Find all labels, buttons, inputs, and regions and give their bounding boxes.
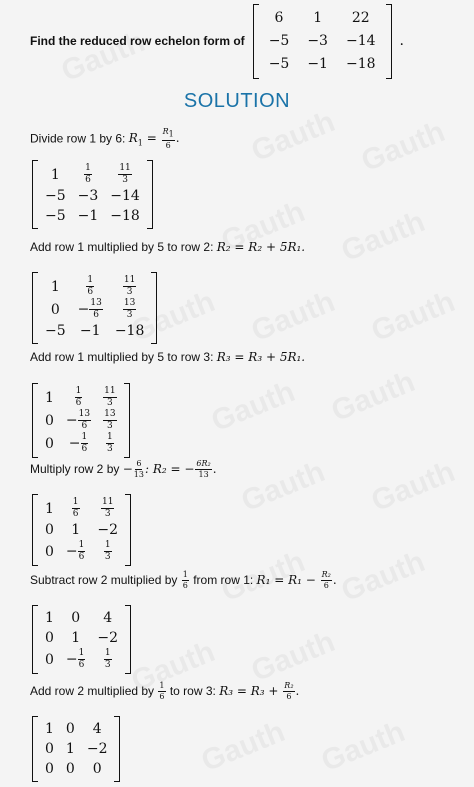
matrix-cell: −2 [86,741,108,757]
matrix-cell: 1 [45,721,54,737]
matrix-cell: $\frac{1}{3}$ [106,432,113,454]
matrix-cell: 1 [45,500,54,517]
matrix-cell: 0 [45,651,54,668]
matrix-cell: $\frac{1}{3}$ [104,540,111,562]
step-2-matrix [32,272,157,349]
matrix-cell: −18 [110,208,140,224]
matrix-cell: −18 [114,323,145,339]
matrix-cell: 0 [92,761,102,777]
step-5-matrix [32,605,131,679]
watermark [357,115,450,179]
watermark [247,625,340,689]
matrix-cell: −3 [77,188,99,204]
question-period: . [399,33,404,49]
matrix-cell: −2 [97,522,119,538]
matrix-cell: 0 [45,412,54,429]
matrix-cell: 0 [45,741,54,757]
matrix-cell: $\frac{13}{3}$ [123,298,136,320]
matrix-cell: 4 [103,610,113,626]
matrix-cell: −1 [307,56,328,72]
matrix-cell: −5 [45,323,66,339]
matrix-cell: 0 [45,435,54,452]
matrix-cell: $\frac{1}{6}$ [72,497,79,519]
step-4-matrix [32,494,131,571]
matrix-cell: 1 [50,278,60,295]
matrix-cell: −5 [268,33,290,49]
matrix-cell: 0 [45,522,54,538]
matrix-cell: −3 [307,33,328,49]
matrix-cell: $\frac{11}{3}$ [119,163,131,185]
matrix-cell: −5 [45,188,66,204]
matrix-cell: $\frac{1}{6}$ [87,275,94,297]
matrix-cell: −2 [97,630,119,646]
step-6-text: Add row 2 multiplied by $\frac{1}{6}$ to row 3: R₃ = R₃ + $\frac{\text{R₂}}{6}$ . [30,681,300,701]
matrix-cell: −1 [79,323,101,339]
matrix-cell: 0 [50,301,60,318]
watermark [247,105,340,169]
question-matrix [253,4,392,79]
step-5-text: Subtract row 2 multiplied by $\frac{1}{6}$ from row 1: R₁ = R₁ − $\frac{\text{R₂}}{6}$ . [30,570,337,590]
matrix-cell: −5 [45,208,66,224]
step-2-text: Add row 1 multiplied by 5 to row 2: R₂ = R₂ + 5R₁. [30,240,306,254]
watermark [197,715,290,779]
question-text: Find the reduced row echelon form of [30,34,245,48]
question [30,8,404,74]
matrix-cell: −14 [345,33,376,49]
solution-title: SOLUTION [183,90,291,112]
matrix-cell: 1 [50,166,60,183]
matrix-cell: 1 [71,630,81,646]
matrix-cell: − $\frac{13}{6}$ [77,298,102,320]
watermark [367,455,460,519]
matrix-cell: $\frac{11}{3}$ [123,275,136,297]
matrix-cell: $\frac{1}{3}$ [104,648,111,670]
matrix-cell: − $\frac{1}{6}$ [68,432,88,454]
matrix-cell: − $\frac{1}{6}$ [65,648,85,670]
watermark [337,205,430,269]
watermark [207,375,300,439]
step-4-text: Multiply row 2 by − $\frac{6}{13}$ : R₂ = − $\frac{\text{6R₂}}{13}$ . [30,459,217,479]
watermark [337,545,430,609]
matrix-cell: 1 [45,610,54,626]
matrix-cell: $\frac{11}{3}$ [101,497,114,519]
matrix-cell: −5 [268,56,290,72]
step-3-matrix [32,383,130,463]
matrix-cell: 0 [45,761,54,777]
matrix-cell: 4 [92,721,102,737]
matrix-cell: −1 [77,208,99,224]
step-6-matrix [32,716,120,787]
matrix-cell: 1 [65,741,75,757]
step-3-text: Add row 1 multiplied by 5 to row 3: R₃ = R₃ + 5R₁. [30,350,306,364]
matrix-cell: − $\frac{13}{6}$ [65,409,91,431]
matrix-cell: 0 [65,761,75,777]
matrix-cell: $\frac{13}{3}$ [104,409,116,431]
watermark [367,285,460,349]
matrix-cell: 1 [313,10,323,26]
watermark [327,365,420,429]
matrix-cell: − $\frac{1}{6}$ [65,540,85,562]
matrix-cell: 1 [45,389,54,406]
matrix-cell: 0 [71,610,81,626]
matrix-cell: $\frac{11}{3}$ [104,386,116,408]
watermark [247,285,340,349]
matrix-cell: 22 [351,10,370,26]
matrix-cell: −18 [345,56,376,72]
matrix-cell: 0 [65,721,75,737]
matrix-cell: 0 [45,630,54,646]
matrix-cell: −14 [110,188,140,204]
watermark [237,455,330,519]
watermark [317,715,410,779]
matrix-cell: 6 [274,10,284,26]
matrix-cell: 1 [71,522,81,538]
step-1-matrix [32,160,153,234]
matrix-cell: $\frac{1}{6}$ [85,163,91,185]
matrix-cell: $\frac{1}{6}$ [75,386,82,408]
step-1-text: Divide row 1 by 6: $R_1$ = $\frac{R_1}{6}$ . [30,127,180,150]
matrix-cell: 0 [45,543,54,560]
